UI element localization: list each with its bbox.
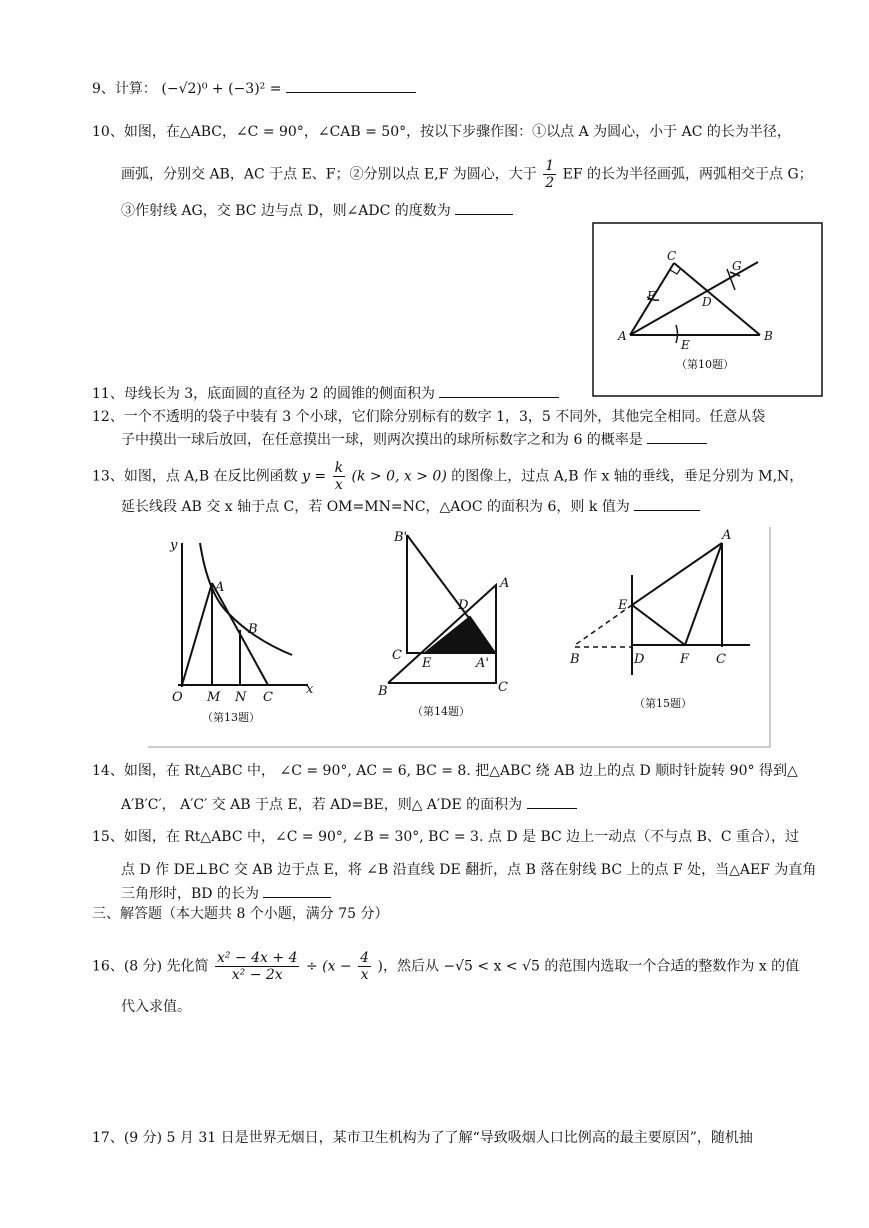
fig15-af <box>685 543 722 645</box>
q10-line-1: 10、如图，在△ABC，∠C = 90°，∠CAB = 50°，按以下步骤作图：①以点 A 为圆心，小于 AC 的长为半径， <box>92 124 791 140</box>
q16-frac1-num: x² − 4x + 4 <box>217 950 298 966</box>
q17-line-1: 17、(9 分) 5 月 31 日是世界无烟日，某市卫生机构为了了解“导致吸烟人口比例高的最主要原因”，随机抽 <box>92 1130 753 1146</box>
fig15-label-a: A <box>722 528 732 543</box>
q10-line-3 <box>121 200 513 221</box>
fig14-label-b: B <box>378 684 388 699</box>
q14-line-2 <box>121 794 577 815</box>
figure-10 <box>592 222 823 397</box>
q10-line-2a: 画弧，分别交 AB，AC 于点 E、F；②分别以点 E,F 为圆心，大于 <box>121 166 537 183</box>
q16-line-1 <box>92 950 799 983</box>
q16-frac2-den: x <box>360 967 369 983</box>
figure-13 <box>178 543 308 687</box>
q9-prefix: 9、计算： <box>92 81 157 97</box>
fig10-label-d: D <box>702 295 712 309</box>
q10-answer-blank[interactable] <box>455 200 513 215</box>
q13-condition: (k > 0, x > 0) <box>351 468 447 485</box>
q16-fraction-2 <box>358 950 371 983</box>
fig15-label-c: C <box>716 652 726 667</box>
fig10-right-angle <box>670 268 681 274</box>
fig13-label-b: B <box>248 622 258 637</box>
q12-line-1: 12、一个不透明的袋子中装有 3 个小球，它们除分别标有的数字 1，3，5 不同外，其他完全相同。任意从袋 <box>92 409 766 425</box>
q15-line-3 <box>121 883 331 904</box>
q14-line-2-text: A′B′C′， A′C′ 交 AB 于点 E，若 AD=BE，则△ A′DE 的面积为 <box>121 797 523 813</box>
figures-13-14-15 <box>140 525 772 751</box>
q15-line-2: 点 D 作 DE⊥BC 交 AB 边于点 E，将 ∠B 沿直线 DE 翻折，点 B 落在射线 BC 上的点 F 处，当△AEF 为直角 <box>121 862 817 878</box>
question-11 <box>92 383 559 404</box>
fig13-label-m: M <box>207 690 221 705</box>
fig14-label-aprime: A' <box>476 656 489 671</box>
fig14-label-c2: C <box>498 680 508 695</box>
q13-fraction <box>333 460 345 493</box>
fig13-label-a: A <box>215 580 225 595</box>
q9-answer-blank[interactable] <box>286 78 416 93</box>
fig14-shaded-region <box>425 617 495 653</box>
fig15-ef <box>632 605 685 645</box>
fig15-caption: （第15题） <box>634 697 692 710</box>
q13-func: y = <box>302 468 327 485</box>
q13-frac-den: x <box>334 477 343 493</box>
q13-frac-num: k <box>334 460 344 476</box>
q11-text: 11、母线长为 3，底面圆的直径为 2 的圆锥的侧面积为 <box>92 386 435 402</box>
q10-line-2 <box>121 158 813 191</box>
q16-fraction-1 <box>215 950 299 983</box>
fig15-ea <box>632 543 722 605</box>
fig13-hyperbola <box>200 543 292 655</box>
q13-line-2 <box>121 496 700 517</box>
q16-after: )，然后从 −√5 < x < √5 的范围内选取一个合适的整数作为 x 的值 <box>377 958 800 975</box>
fig10-side-cb <box>674 263 760 335</box>
q15-line-3-text: 三角形时，BD 的长为 <box>121 886 259 902</box>
q12-line-2-text: 子中摸出一球后放回，在任意摸出一球，则两次摸出的球所标数字之和为 6 的概率是 <box>121 432 643 448</box>
q10-line-2b: EF 的长为半径画弧，两弧相交于点 G； <box>562 166 813 183</box>
q12-answer-blank[interactable] <box>647 429 707 444</box>
q15-answer-blank[interactable] <box>263 883 331 898</box>
fig10-label-e: E <box>681 338 690 352</box>
fig13-caption: （第13题） <box>202 711 260 724</box>
fig13-label-c: C <box>263 690 273 705</box>
q13-line-1b: 的图像上，过点 A,B 作 x 轴的垂线，垂足分别为 M,N， <box>451 468 804 485</box>
fig15-label-f: F <box>680 652 690 667</box>
fig10-label-f: F <box>647 289 656 303</box>
q16-prefix: 16、(8 分) 先化简 <box>92 958 209 975</box>
fig15-label-b: B <box>570 652 580 667</box>
q9-expression: (−√2)⁰ + (−3)² = <box>161 81 282 97</box>
fig14-label-bprime: B' <box>394 530 408 545</box>
fig14-label-a: A <box>500 576 510 591</box>
q10-frac-den: 2 <box>545 175 555 191</box>
q11-answer-blank[interactable] <box>439 383 559 398</box>
q13-line-2-text: 延长线段 AB 交 x 轴于点 C，若 OM=MN=NC，△AOC 的面积为 6，则 k 值为 <box>121 499 630 515</box>
fig13-label-x: x <box>306 682 314 697</box>
q10-line-3-text: ③作射线 AG，交 BC 边与点 D，则∠ADC 的度数为 <box>121 203 451 219</box>
fig13-oa <box>182 583 212 685</box>
fig10-label-a: A <box>618 329 627 343</box>
fig14-label-e: E <box>422 656 432 671</box>
fig10-caption: （第10题） <box>676 358 734 371</box>
fig13-label-o: O <box>172 690 183 705</box>
fig10-label-g: G <box>732 259 742 273</box>
fig14-label-d: D <box>458 598 469 613</box>
q13-answer-blank[interactable] <box>634 496 700 511</box>
q16-frac1-den: x² − 2x <box>231 967 283 983</box>
q14-answer-blank[interactable] <box>527 794 577 809</box>
q16-frac2-num: 4 <box>360 950 370 966</box>
fig14-caption: （第14题） <box>412 705 470 718</box>
q16-mid: ÷ (x − <box>305 958 352 975</box>
q13-line-1a: 13、如图，点 A,B 在反比例函数 <box>92 468 298 485</box>
q10-frac-num: 1 <box>545 158 555 174</box>
section-3-heading: 三、解答题（本大题共 8 个小题，满分 75 分） <box>92 906 389 922</box>
fig15-label-e: E <box>618 598 628 613</box>
fig13-label-n: N <box>235 690 247 705</box>
fig13-label-y: y <box>170 538 178 553</box>
q15-line-1: 15、如图，在 Rt△ABC 中，∠C = 90°, ∠B = 30°, BC = 3. 点 D 是 BC 边上一动点（不与点 B、C 重合），过 <box>92 829 800 845</box>
fig10-label-c: C <box>667 249 677 263</box>
q10-fraction <box>543 158 556 191</box>
q12-line-2 <box>121 429 707 450</box>
q14-line-1: 14、如图，在 Rt△ABC 中， ∠C = 90°, AC = 6, BC = 8. 把△ABC 绕 AB 边上的点 D 顺时针旋转 90° 得到△ <box>92 763 798 779</box>
fig15-label-d: D <box>634 652 645 667</box>
q13-line-1 <box>92 460 803 493</box>
question-9 <box>92 78 416 99</box>
fig14-label-c: C <box>392 648 402 663</box>
q16-line-2: 代入求值。 <box>121 999 191 1015</box>
fig10-label-b: B <box>764 329 773 343</box>
